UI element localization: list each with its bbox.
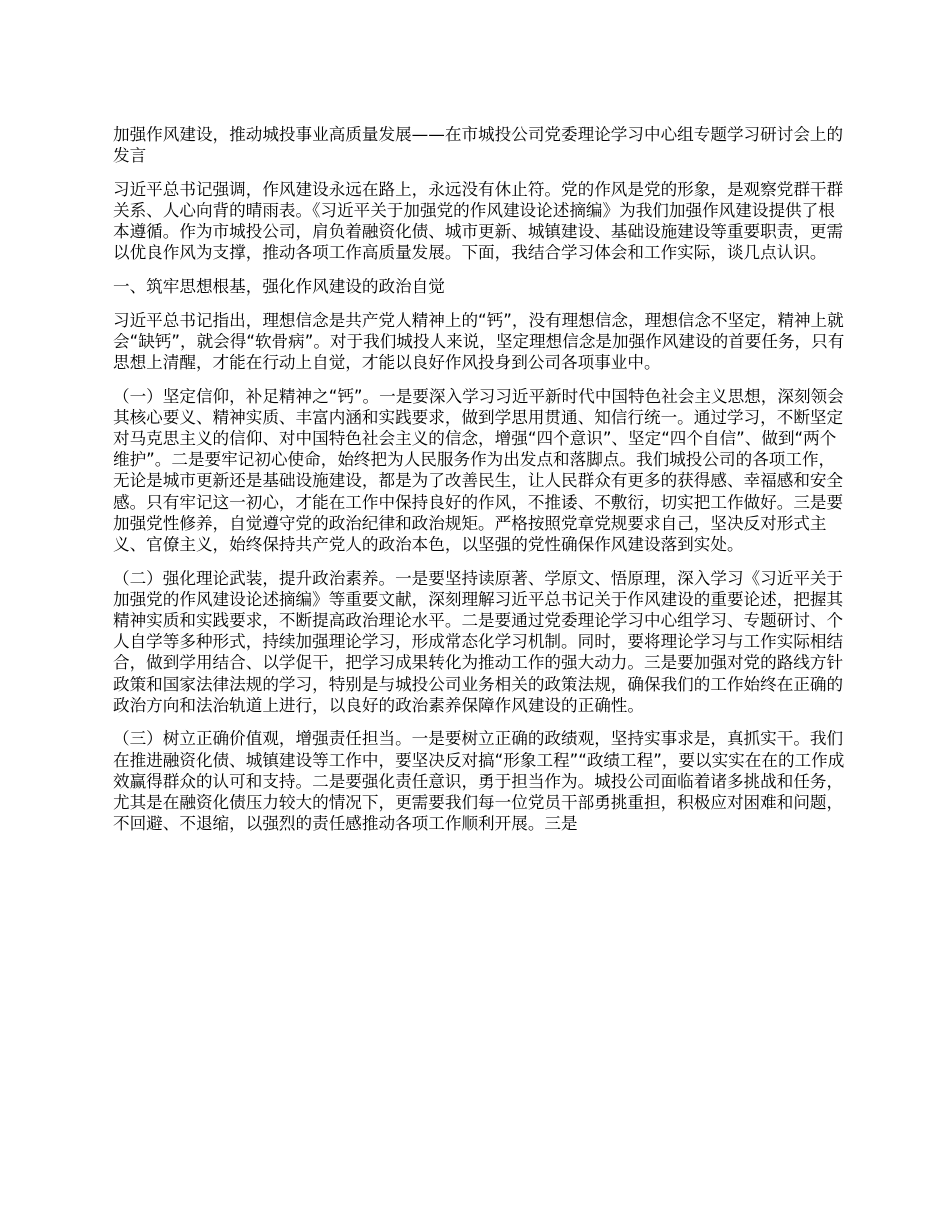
subsection-2-paragraph: （二）强化理论武装，提升政治素养。一是要坚持读原著、学原文、悟原理，深入学习《习近平关于加强党的作风建设论述摘编》等重要文献，深刻理解习近平总书记关于作风建设的重要论述，把握其精神实质和实践要求，不断提高政治理论水平。二是要通过党委理论学习中心组学习、专题研讨、个人自学等多种形式，持续加强理论学习，形成常态化学习机制。同时，要将理论学习与工作实际相结合，做到学用结合、以学促干，把学习成果转化为推动工作的强大动力。三是要加强对党的路线方针政策和国家法律法规的学习，特别是与城投公司业务相关的政策法规，确保我们的工作始终在正确的政治方向和法治轨道上进行，以良好的政治素养保障作风建设的正确性。 — [113, 568, 844, 715]
section-heading-1: 一、筑牢思想根基，强化作风建设的政治自觉 — [113, 277, 445, 296]
subsection-3-paragraph: （三）树立正确价值观，增强责任担当。一是要树立正确的政绩观，坚持实事求是，真抓实干。我们在推进融资化债、城镇建设等工作中，要坚决反对搞“形象工程”“政绩工程”，要以实实在在的工作成效赢得群众的认可和支持。二是要强化责任意识，勇于担当作为。城投公司面临着诸多挑战和任务，尤其是在融资化债压力较大的情况下，更需要我们每一位党员干部勇挑重担，积极应对困难和问题，不回避、不退缩，以强烈的责任感推动各项工作顺利开展。三是 — [113, 729, 845, 834]
subsection-1-paragraph: （一）坚定信仰，补足精神之“钙”。一是要深入学习习近平新时代中国特色社会主义思想，深刻领会其核心要义、精神实质、丰富内涵和实践要求，做到学思用贯通、知信行统一。通过学习，不断坚定对马克思主义的信仰、对中国特色社会主义的信念，增强“四个意识”、坚定“四个自信”、做到“两个维护”。二是要牢记初心使命，始终把为人民服务作为出发点和落脚点。我们城投公司的各项工作，无论是城市更新还是基础设施建设，都是为了改善民生，让人民群众有更多的获得感、幸福感和安全感。只有牢记这一初心，才能在工作中保持良好的作风，不推诿、不敷衍，切实把工作做好。三是要加强党性修养，自觉遵守党的政治纪律和政治规矩。严格按照党章党规要求自己，坚决反对形式主义、官僚主义，始终保持共产党人的政治本色，以坚强的党性确保作风建设落到实处。 — [113, 386, 844, 555]
document-page — [113, 124, 851, 847]
section-1-paragraph: 习近平总书记指出，理想信念是共产党人精神上的“钙”，没有理想信念，理想信念不坚定，精神上就会“缺钙”，就会得“软骨病”。对于我们城投人来说，坚定理想信念是加强作风建设的首要任务，只有思想上清醒，才能在行动上自觉，才能以良好作风投身到公司各项事业中。 — [113, 310, 845, 372]
intro-paragraph: 习近平总书记强调，作风建设永远在路上，永远没有休止符。党的作风是党的形象，是观察党群干群关系、人心向背的晴雨表。《习近平关于加强党的作风建设论述摘编》为我们加强作风建设提供了根本遵循。作为市城投公司，肩负着融资化债、城市更新、城镇建设、基础设施建设等重要职责，更需以优良作风为支撑，推动各项工作高质量发展。下面，我结合学习体会和工作实际，谈几点认识。 — [113, 179, 844, 263]
document-title: 加强作风建设，推动城投事业高质量发展——在市城投公司党委理论学习中心组专题学习研讨会上的发言 — [113, 125, 844, 166]
